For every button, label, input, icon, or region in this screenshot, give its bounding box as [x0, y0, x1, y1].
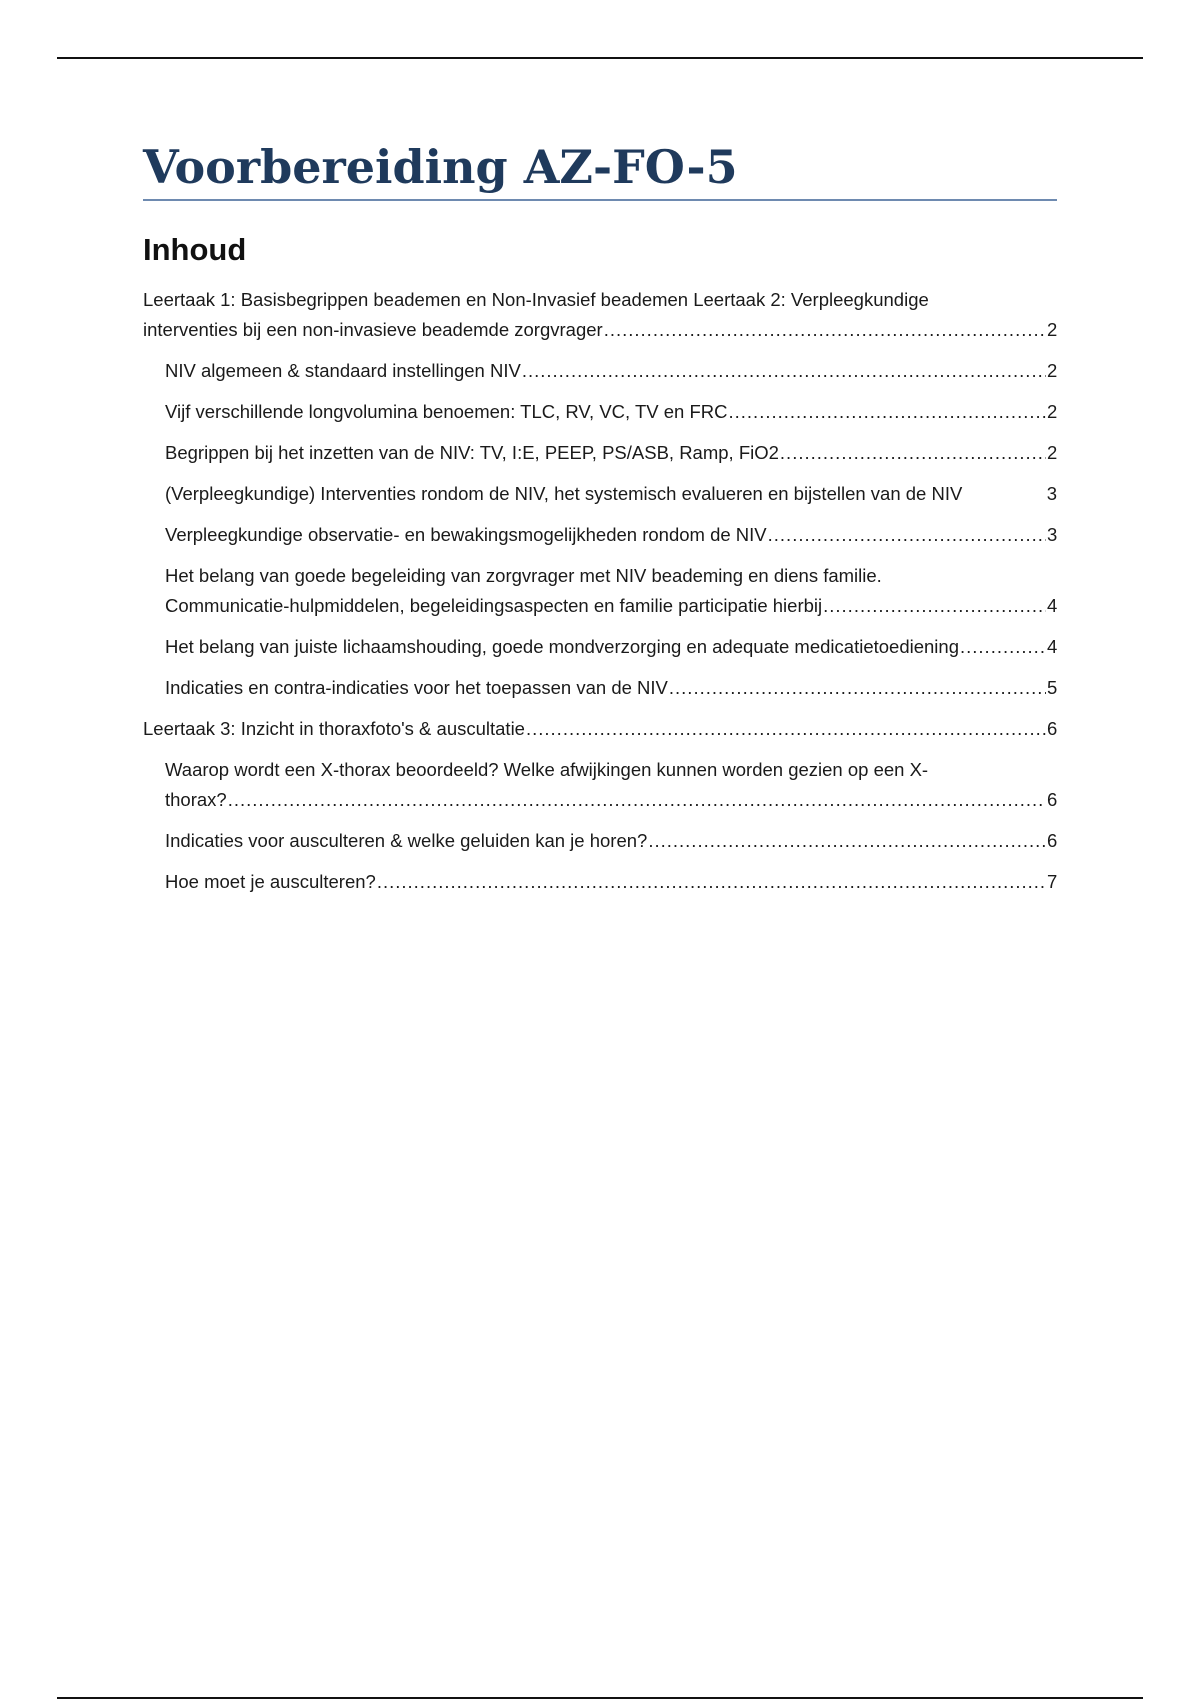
- toc-page-number: 2: [1047, 442, 1058, 464]
- toc-entry-leertaak-3[interactable]: [143, 714, 1057, 744]
- dot-leader: [648, 826, 1046, 856]
- toc-entry-text-line-1: Leertaak 1: Basisbegrippen beademen en Non-Invasief beademen Leertaak 2: Verpleegkundige: [143, 289, 929, 311]
- toc-entry-text-line-1: Waarop wordt een X-thorax beoordeeld? Welke afwijkingen kunnen worden gezien op een X-: [165, 759, 929, 781]
- toc-entry-text: thorax?: [165, 789, 227, 811]
- toc-page-number: 4: [1047, 595, 1058, 617]
- toc-entry-text: Hoe moet je ausculteren?: [165, 871, 376, 893]
- toc-page-number: 3: [1046, 483, 1057, 505]
- dot-leader: [960, 632, 1046, 662]
- page-content: [143, 140, 1057, 908]
- toc-entry-indicaties-niv[interactable]: [143, 673, 1057, 703]
- toc-page-number: 2: [1047, 360, 1058, 382]
- toc-entry-text: Begrippen bij het inzetten van de NIV: TV, I:E, PEEP, PS/ASB, Ramp, FiO2: [165, 442, 779, 464]
- document-title: Voorbereiding AZ-FO-5: [143, 140, 1057, 201]
- toc-entry-text: Communicatie-hulpmiddelen, begeleidingsaspecten en familie participatie hierbij: [165, 595, 823, 617]
- toc-entry-text: interventies bij een non-invasieve beademde zorgvrager: [143, 319, 603, 341]
- dot-leader: [729, 397, 1047, 427]
- toc-page-number: 6: [1047, 830, 1058, 852]
- toc-entry-text-line-1: Het belang van goede begeleiding van zorgvrager met NIV beademing en diens familie.: [165, 565, 882, 587]
- dot-leader: [768, 520, 1046, 550]
- toc-page-number: 7: [1047, 871, 1058, 893]
- table-of-contents: [143, 285, 1057, 897]
- toc-entry-text: Het belang van juiste lichaamshouding, goede mondverzorging en adequate medicatietoediening: [165, 636, 959, 658]
- dot-leader: [522, 356, 1046, 386]
- toc-entry-leertaak-1-2[interactable]: [143, 285, 1057, 345]
- toc-page-number: 3: [1047, 524, 1058, 546]
- toc-heading: Inhoud: [143, 232, 247, 268]
- toc-entry-text: (Verpleegkundige) Interventies rondom de NIV, het systemisch evalueren en bijstellen van de NIV: [165, 483, 963, 505]
- toc-entry-niv-algemeen[interactable]: [143, 356, 1057, 386]
- toc-page-number: 2: [1047, 319, 1058, 341]
- toc-entry-text: Vijf verschillende longvolumina benoemen: TLC, RV, VC, TV en FRC: [165, 401, 728, 423]
- toc-entry-text: Verpleegkundige observatie- en bewakingsmogelijkheden rondom de NIV: [165, 524, 767, 546]
- dot-leader: [526, 714, 1046, 744]
- dot-leader: [823, 591, 1046, 621]
- toc-page-number: 6: [1047, 789, 1058, 811]
- toc-entry-begeleiding[interactable]: [143, 561, 1057, 621]
- page-bottom-rule: [57, 1697, 1143, 1699]
- dot-leader: [604, 315, 1046, 345]
- toc-entry-begrippen-niv[interactable]: [143, 438, 1057, 468]
- toc-page-number: 5: [1047, 677, 1058, 699]
- toc-entry-longvolumina[interactable]: [143, 397, 1057, 427]
- toc-entry-text: Leertaak 3: Inzicht in thoraxfoto's & auscultatie: [143, 718, 525, 740]
- toc-entry-hoe-ausculteren[interactable]: [143, 867, 1057, 897]
- toc-entry-interventies-niv[interactable]: [143, 479, 1057, 509]
- toc-page-number: 2: [1047, 401, 1058, 423]
- dot-leader: [228, 785, 1046, 815]
- toc-entry-text: Indicaties en contra-indicaties voor het toepassen van de NIV: [165, 677, 668, 699]
- toc-entry-observatie[interactable]: [143, 520, 1057, 550]
- page-top-rule: [57, 57, 1143, 59]
- toc-entry-indicaties-ausculteren[interactable]: [143, 826, 1057, 856]
- toc-entry-lichaamshouding[interactable]: [143, 632, 1057, 662]
- toc-entry-x-thorax[interactable]: [143, 755, 1057, 815]
- toc-page-number: 6: [1047, 718, 1058, 740]
- dot-leader: [669, 673, 1046, 703]
- dot-leader: [377, 867, 1046, 897]
- toc-entry-text: Indicaties voor ausculteren & welke geluiden kan je horen?: [165, 830, 648, 852]
- toc-page-number: 4: [1047, 636, 1058, 658]
- dot-leader: [780, 438, 1046, 468]
- toc-entry-text: NIV algemeen & standaard instellingen NIV: [165, 360, 521, 382]
